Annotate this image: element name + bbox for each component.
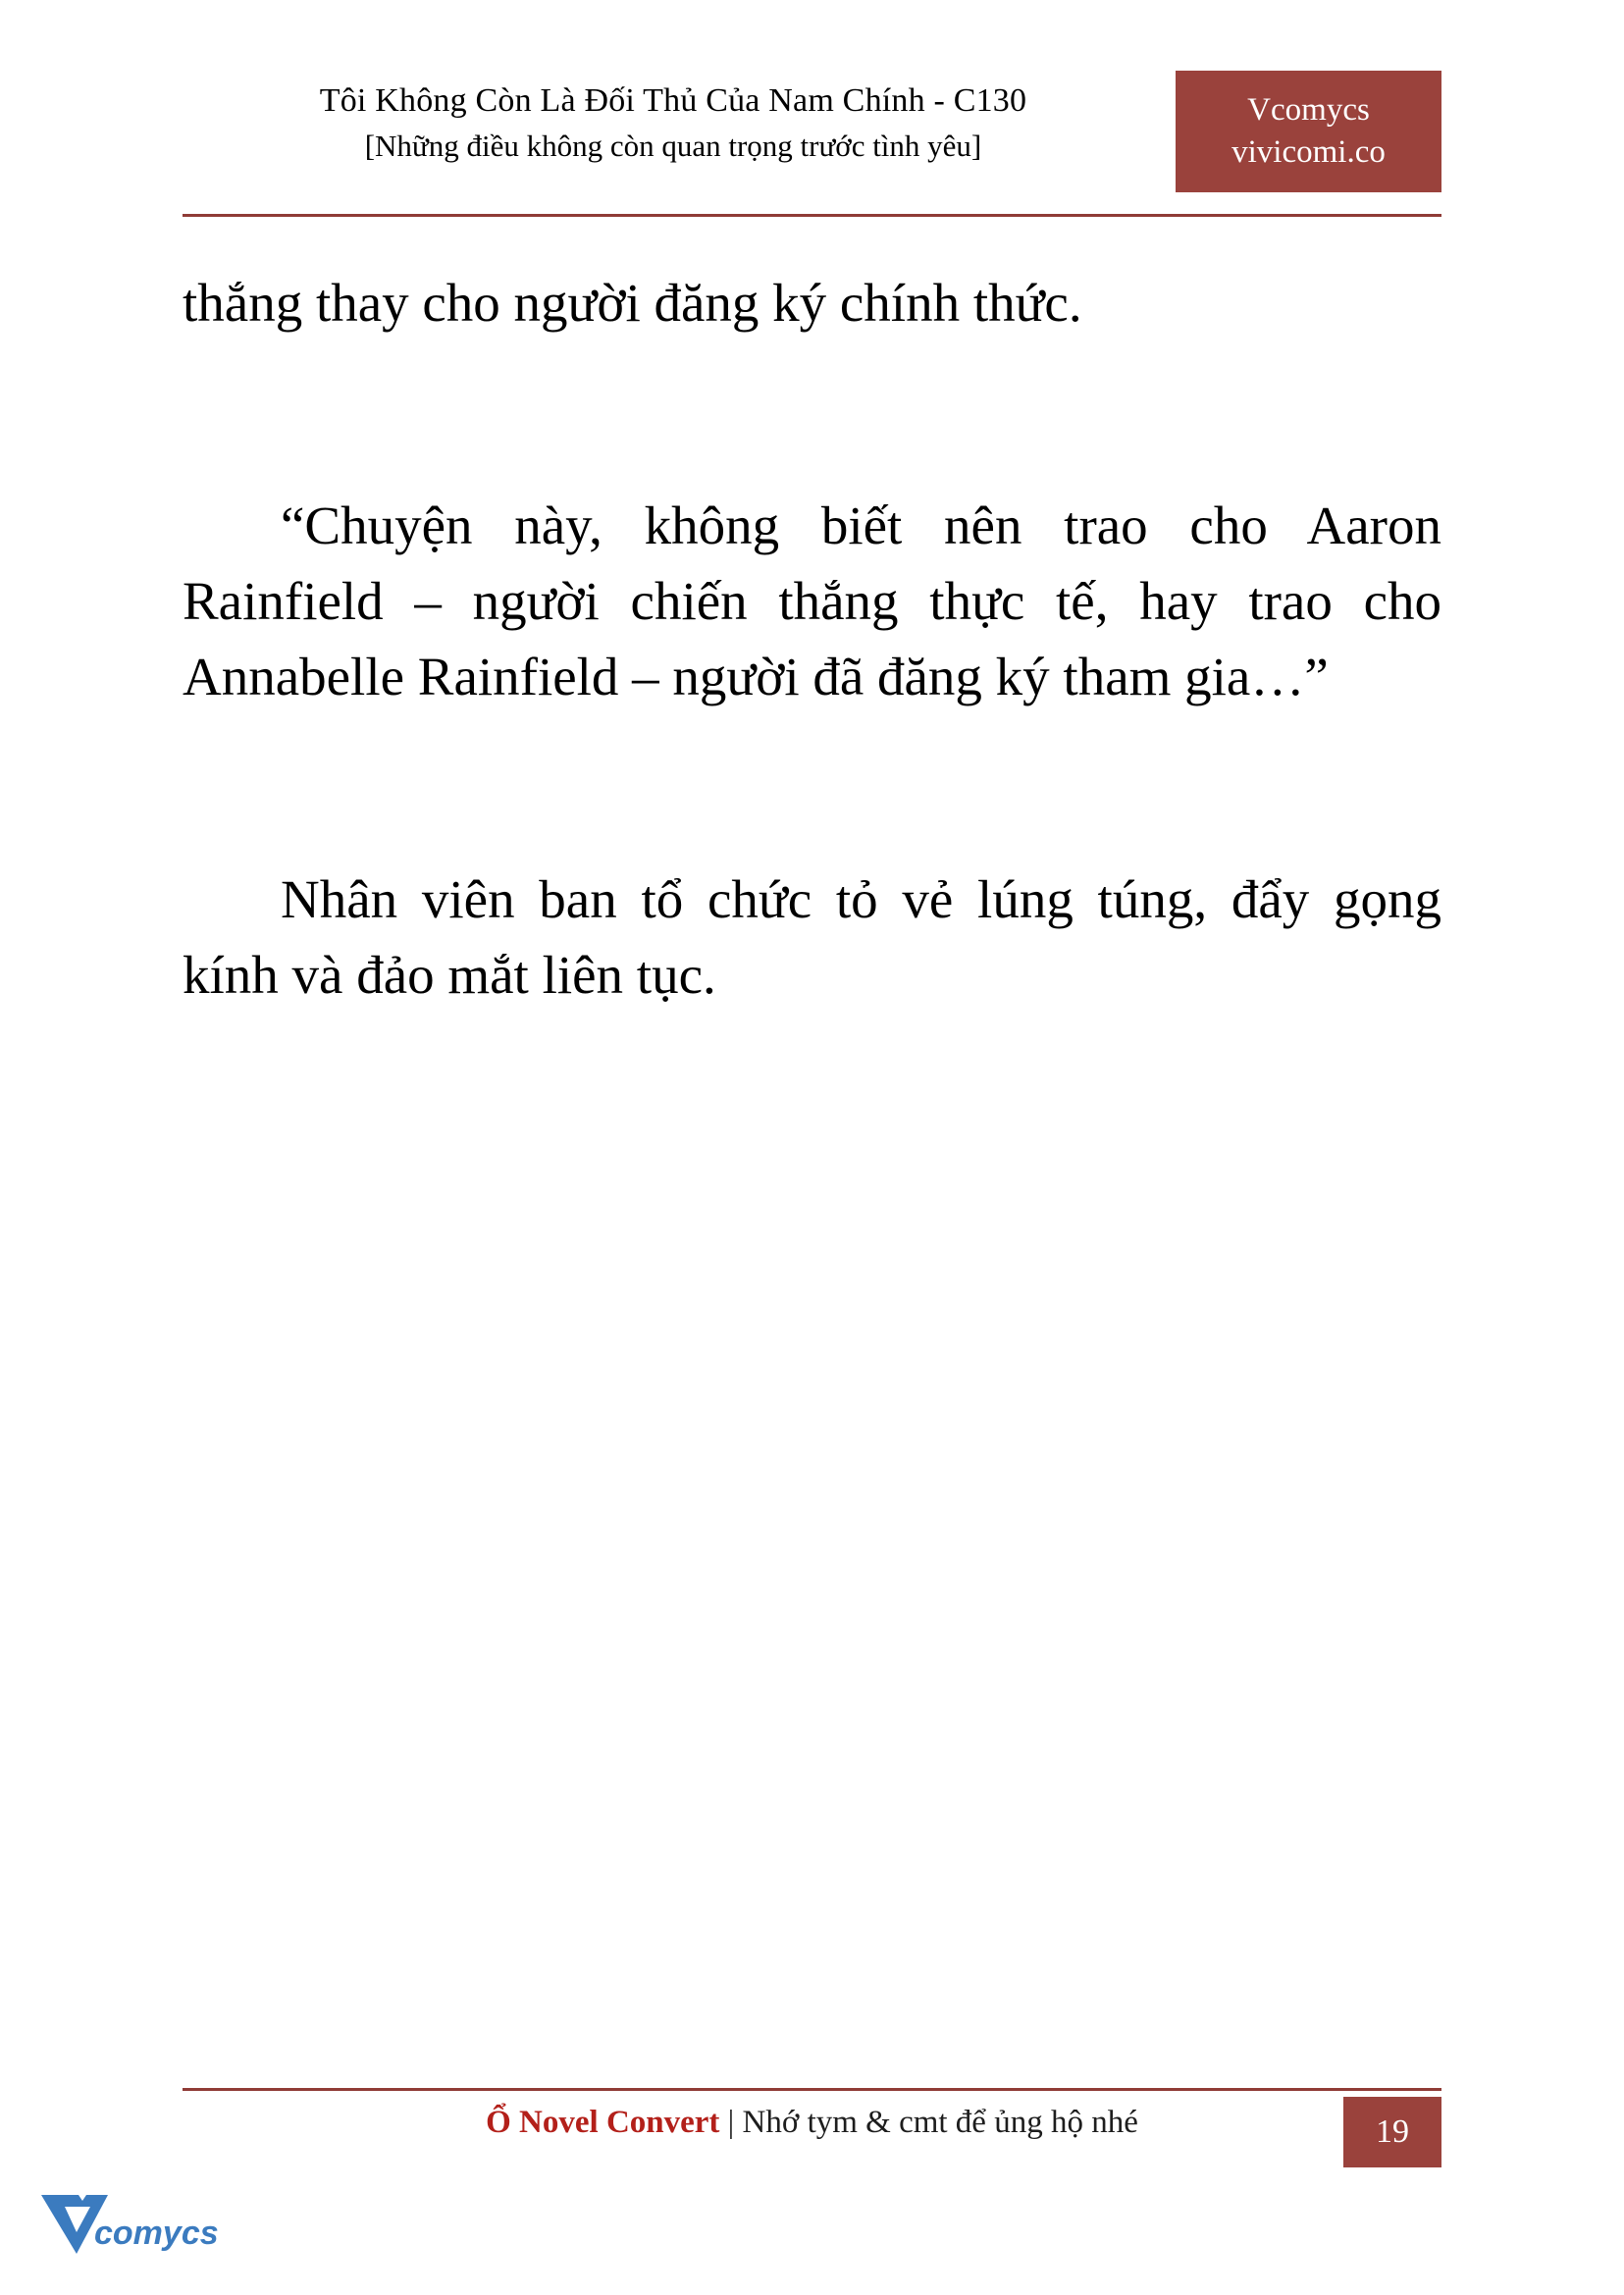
footer-separator: | [727, 2105, 735, 2140]
footer-note: Nhớ tym & cmt để ủng hộ nhé [742, 2105, 1138, 2140]
paragraph: “Chuyện này, không biết nên trao cho Aaron Rainfield – người chiến thắng thực tế, hay trao cho Annabelle Rainfield – người đã đăng ký tham gia…” [183, 496, 1441, 706]
vcomycs-logo-icon [35, 2187, 251, 2266]
page-number-badge: 19 [1343, 2097, 1441, 2167]
header-title-line1: Tôi Không Còn Là Đối Thủ Của Nam Chính - C130 [319, 82, 1027, 119]
vcomycs-logo [35, 2187, 251, 2266]
svg-text:comycs: comycs [94, 2215, 219, 2252]
footer-brand: Ổ Novel Convert [486, 2105, 720, 2140]
paragraph: thắng thay cho người đăng ký chính thức. [183, 273, 1082, 333]
paragraph-spacer [183, 714, 1441, 861]
header-title-block [183, 77, 1164, 169]
page-footer [183, 2088, 1441, 2160]
page-header [183, 77, 1441, 217]
page-content [183, 265, 1441, 1013]
site-badge-name: Vcomycs [1247, 92, 1370, 129]
site-badge [1176, 71, 1441, 192]
paragraph-spacer [183, 340, 1441, 488]
site-badge-url: vivicomi.co [1231, 134, 1386, 170]
header-title-line2: [Những điều không còn quan trọng trước tình yêu] [364, 129, 982, 164]
paragraph: Nhân viên ban tổ chức tỏ vẻ lúng túng, đẩy gọng kính và đảo mắt liên tục. [183, 869, 1441, 1005]
footer-credit [183, 2105, 1441, 2141]
